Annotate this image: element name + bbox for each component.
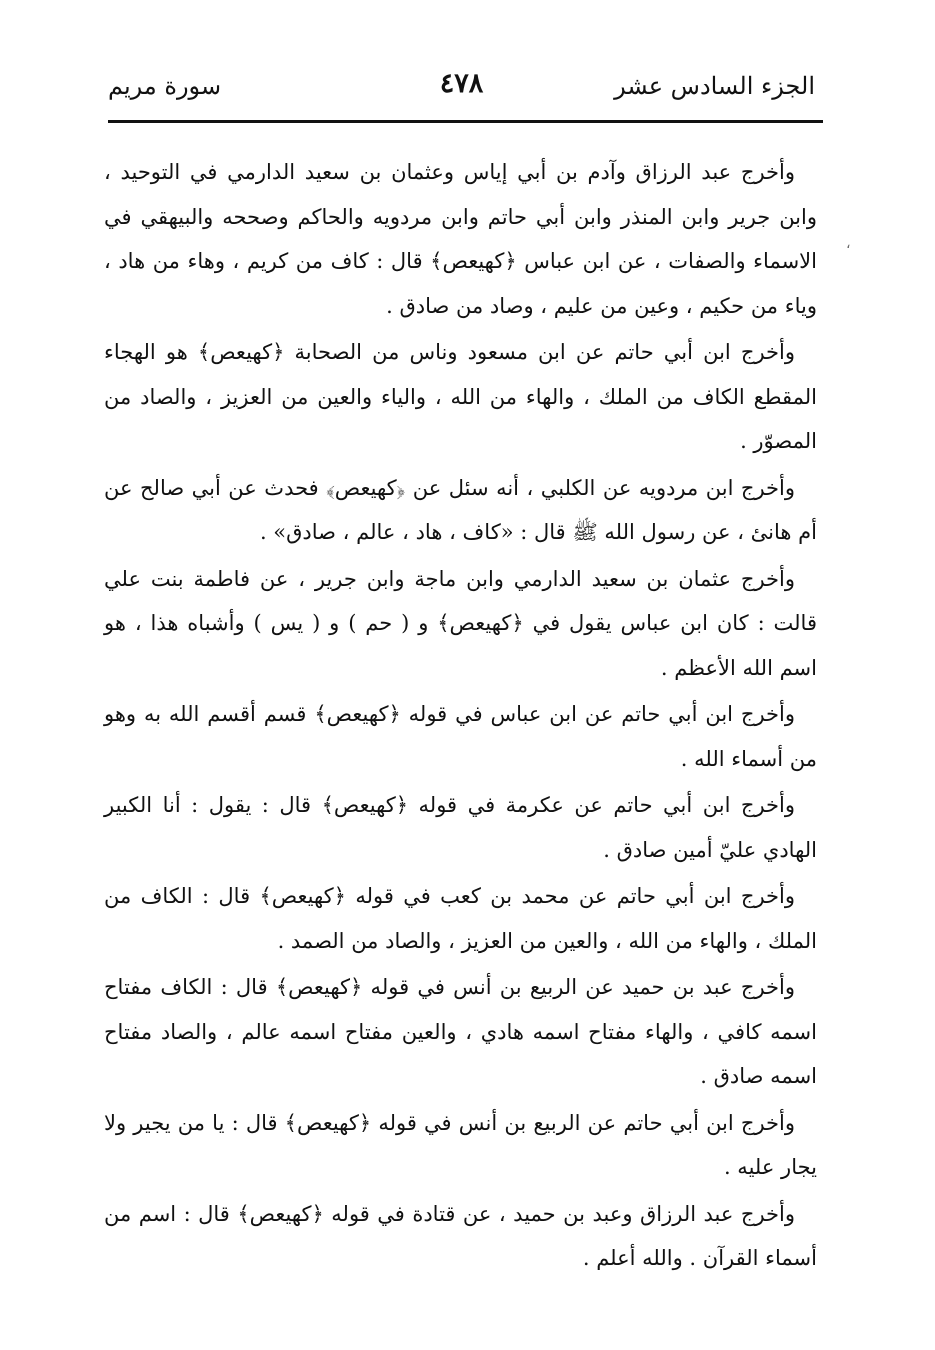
header-divider <box>108 120 823 123</box>
paragraph: وأخرج عبد الرزاق وعبد بن حميد ، عن قتادة في قوله ﴿كهيعص﴾ قال : اسم من أسماء القرآن . والله أعلم . <box>104 1201 817 1270</box>
paragraph: وأخرج عبد الرزاق وآدم بن أبي إياس وعثمان بن سعيد الدارمي في التوحيد ، وابن جرير وابن المنذر وابن أبي حاتم وابن مردويه والحاكم وصححه والبيهقي في الاسماء والصفات ، عن ابن عباس ﴿كهيعص﴾ قال : كاف من كريم ، وهاء من هاد ، وياء من حكيم ، وعين من عليم ، وصاد من صادق . <box>104 160 817 318</box>
paragraph: وأخرج ابن أبي حاتم عن عكرمة في قوله ﴿كهيعص﴾ قال : يقول : أنا الكبير الهادي عليّ أمين صادق . <box>104 793 817 862</box>
paragraph: وأخرج ابن أبي حاتم عن الربيع بن أنس في قوله ﴿كهيعص﴾ قال : يا من يجير ولا يجار عليه . <box>104 1110 817 1179</box>
paragraph: وأخرج ابن أبي حاتم عن ابن عباس في قوله ﴿كهيعص﴾ قسم أقسم الله به وهو من أسماء الله . <box>104 702 817 771</box>
paragraph: وأخرج عبد بن حميد عن الربيع بن أنس في قوله ﴿كهيعص﴾ قال : الكاف مفتاح اسمه كافي ، والهاء مفتاح اسمه هادي ، والعين مفتاح اسمه عالم ، والصاد مفتاح اسمه صادق . <box>104 975 817 1088</box>
running-head-part: الجزء السادس عشر <box>614 72 815 100</box>
page-header <box>108 68 815 112</box>
paragraph: وأخرج ابن مردويه عن الكلبي ، أنه سئل عن ﴿كهيعص﴾ فحدث عن أبي صالح عن أم هانئ ، عن رسول الله ﷺ قال : «كاف ، هاد ، عالم ، صادق» . <box>104 475 817 544</box>
paragraph: وأخرج ابن أبي حاتم عن محمد بن كعب في قوله ﴿كهيعص﴾ قال : الكاف من الملك ، والهاء من الله ، والعين من العزيز ، والصاد من الصمد . <box>104 884 817 953</box>
paragraph: وأخرج ابن أبي حاتم عن ابن مسعود وناس من الصحابة ﴿كهيعص﴾ هو الهجاء المقطع الكاف من الملك ، والهاء من الله ، والياء والعين من العزيز ، والصاد من المصوّر . <box>104 340 817 453</box>
paragraph: وأخرج عثمان بن سعيد الدارمي وابن ماجة وابن جرير ، عن فاطمة بنت علي قالت : كان ابن عباس يقول في ﴿كهيعص﴾ و ( حم ) و ( يس ) وأشباه هذا ، هو اسم الله الأعظم . <box>104 566 817 680</box>
page-number: ٤٧٨ <box>439 68 484 99</box>
page-body <box>104 150 817 1283</box>
margin-mark: ، <box>846 236 851 252</box>
running-head-surah: سورة مريم <box>108 72 222 100</box>
